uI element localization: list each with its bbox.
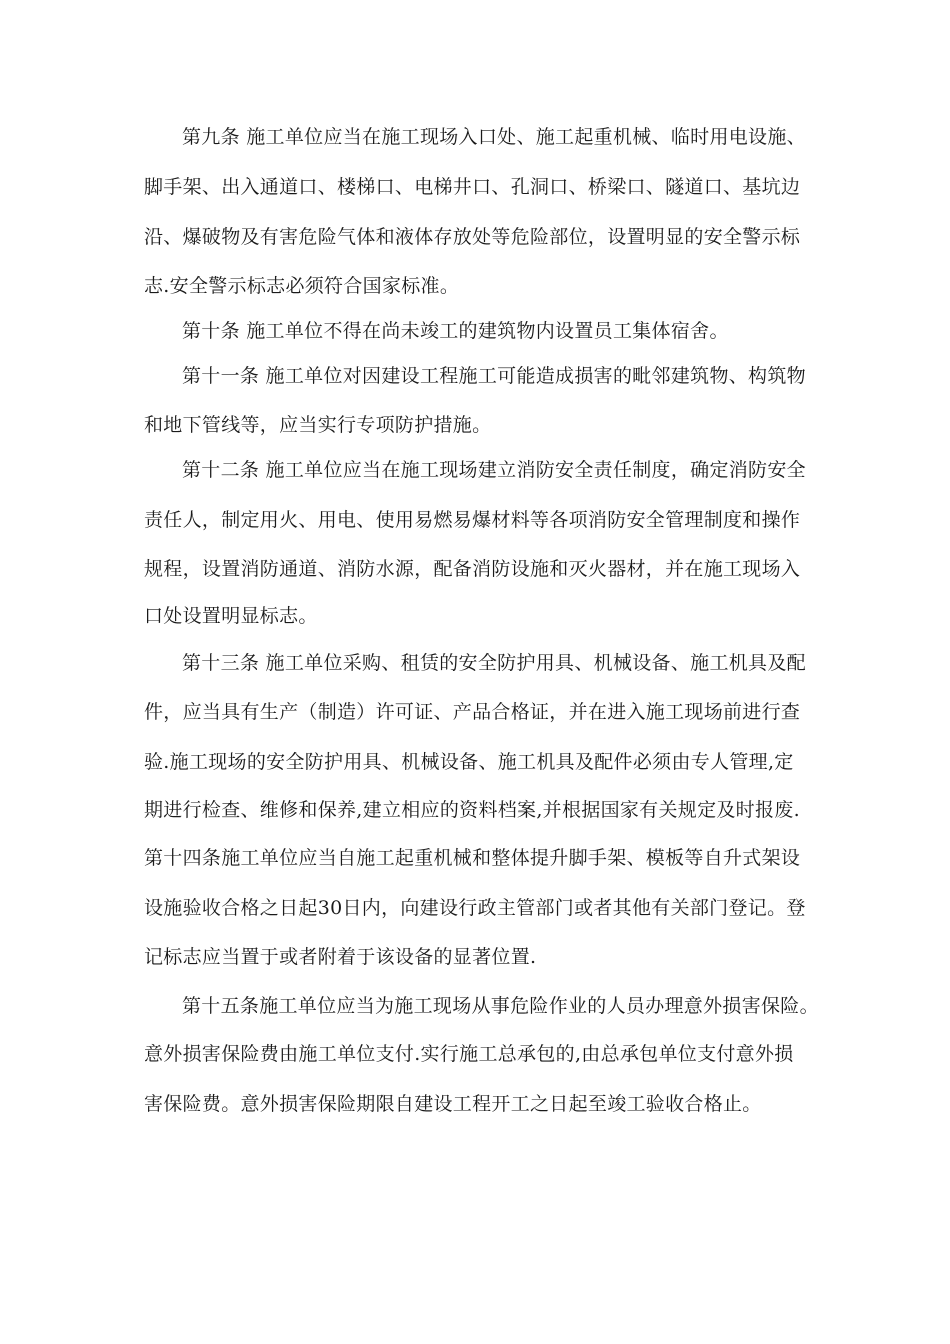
- text-line: 第十一条 施工单位对因建设工程施工可能造成损害的毗邻建筑物、构筑物: [182, 365, 806, 387]
- text-line: 规程，设置消防通道、消防水源，配备消防设施和灭火器材，并在施工现场入: [144, 558, 801, 580]
- text-line: 责任人，制定用火、用电、使用易燃易爆材料等各项消防安全管理制度和操作: [144, 509, 801, 531]
- text-line: 第十四条施工单位应当自施工起重机械和整体提升脚手架、模板等自升式架设: [144, 847, 801, 869]
- text-line: 期进行检查、维修和保养,建立相应的资料档案,并根据国家有关规定及时报废.: [144, 799, 800, 821]
- text-line: 脚手架、出入通道口、楼梯口、电梯井口、孔洞口、桥梁口、隧道口、基坑边: [144, 176, 801, 198]
- text-line: 第十五条施工单位应当为施工现场从事危险作业的人员办理意外损害保险。: [182, 995, 819, 1017]
- text-line: 设施验收合格之日起30日内，向建设行政主管部门或者其他有关部门登记。登: [144, 897, 806, 919]
- text-line: 意外损害保险费由施工单位支付.实行施工总承包的,由总承包单位支付意外损: [144, 1043, 794, 1065]
- text-line: 口处设置明显标志。: [144, 605, 318, 627]
- text-line: 第十三条 施工单位采购、租赁的安全防护用具、机械设备、施工机具及配: [182, 652, 806, 674]
- text-line: 志.安全警示标志必须符合国家标准。: [144, 275, 460, 297]
- text-line: 第九条 施工单位应当在施工现场入口处、施工起重机械、临时用电设施、: [182, 126, 806, 148]
- text-line: 第十条 施工单位不得在尚未竣工的建筑物内设置员工集体宿舍。: [182, 320, 729, 342]
- text-line: 件，应当具有生产（制造）许可证、产品合格证，并在进入施工现场前进行查: [144, 701, 801, 723]
- text-line: 害保险费。意外损害保险期限自建设工程开工之日起至竣工验收合格止。: [144, 1093, 762, 1115]
- text-line: 验.施工现场的安全防护用具、机械设备、施工机具及配件必须由专人管理,定: [144, 751, 794, 773]
- text-line: 记标志应当置于或者附着于该设备的显著位置.: [144, 946, 537, 968]
- text-line: 沿、爆破物及有害危险气体和液体存放处等危险部位，设置明显的安全警示标: [144, 226, 801, 248]
- text-line: 和地下管线等，应当实行专项防护措施。: [144, 414, 492, 436]
- text-line: 第十二条 施工单位应当在施工现场建立消防安全责任制度，确定消防安全: [182, 459, 806, 481]
